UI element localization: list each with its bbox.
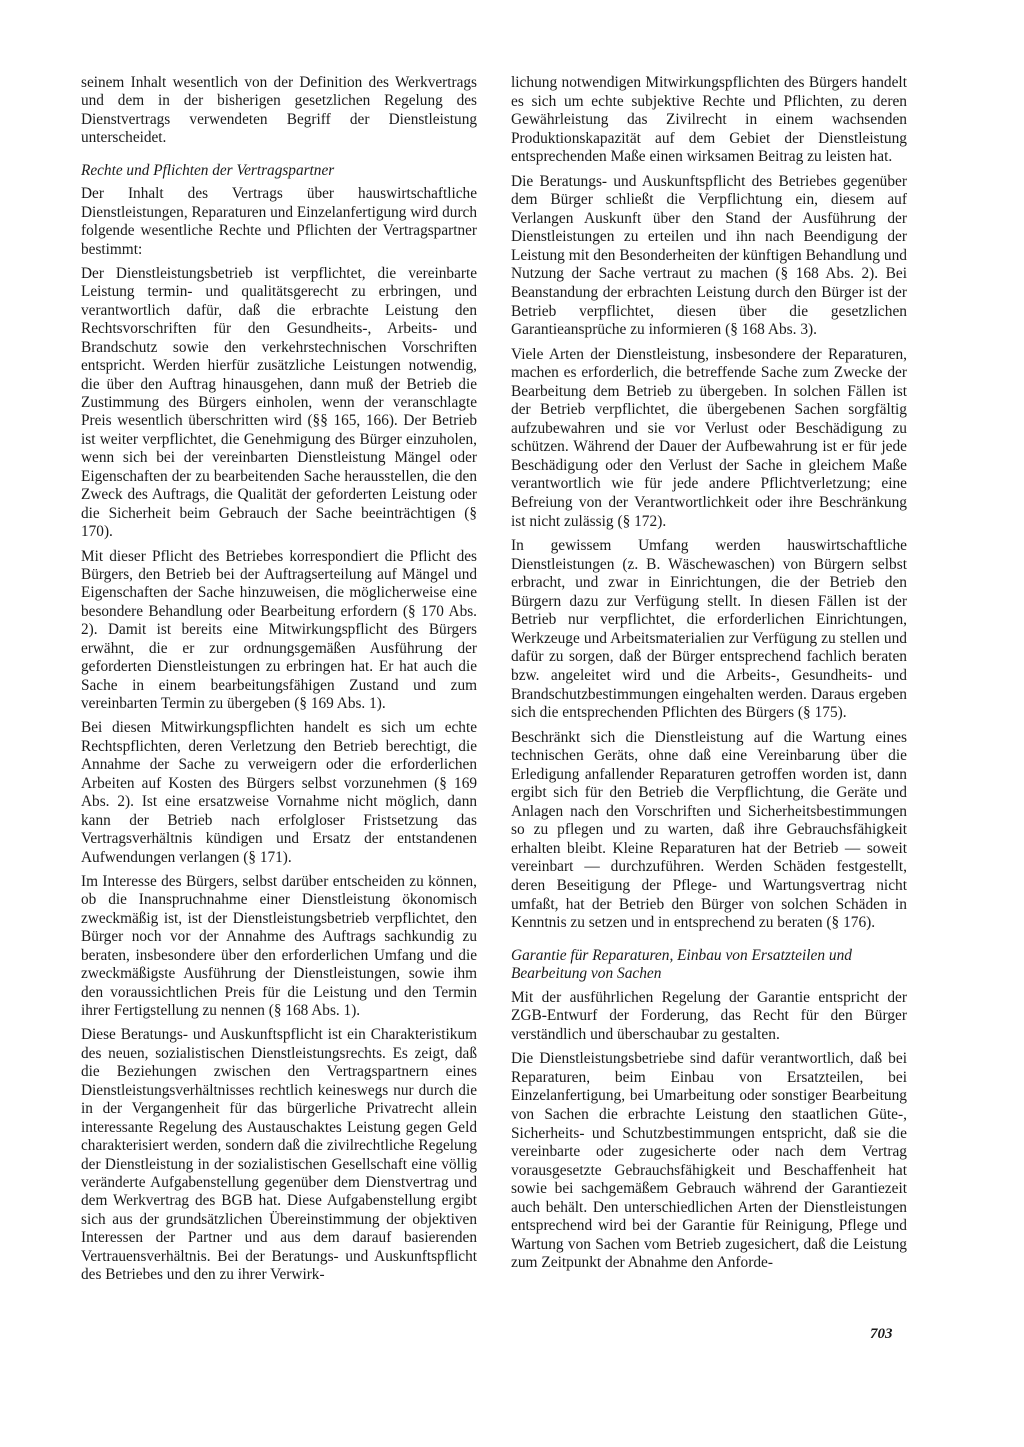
page-number: 703 [870, 1326, 893, 1342]
paragraph: Im Interesse des Bürgers, selbst darüber entscheiden zu können, ob die Inanspruchnahme einer Dienstleistung ökonomisch zweckmäßig ist, ist der Dienstleistungsbetrieb verpflichtet, den Bürger noch vor der Annahme des Auftrags sachkundig zu beraten, insbesondere über den erforderlichen Umfang und die zweckmäßigste Ausführung der Dienstleistungen, sowie ihm den voraussichtlichen Preis für die Leistung und den Termin ihrer Fertigstellung zu nennen (§ 168 Abs. 1). [81, 872, 477, 1019]
paragraph: Der Inhalt des Vertrags über hauswirtschaftliche Dienstleistungen, Reparaturen und Einzelanfertigung wird durch folgende wesentliche Rechte und Pflichten der Vertragspartner bestimmt: [81, 185, 477, 258]
section-heading: Rechte und Pflichten der Vertragspartner [81, 161, 335, 179]
paragraph: In gewissem Umfang werden hauswirtschaftliche Dienstleistungen (z. B. Wäschewaschen) von Bürgern selbst erbracht, und zwar in Einrichtungen, die der Betrieb den Bürgern dazu zur Verfügung stellt. In diesen Fällen ist der Betrieb nur verpflichtet, die erforderlichen Einrichtungen, Werkzeuge und Arbeitsmaterialien zur Verfügung zu stellen und dafür zu sorgen, daß der Bürger entsprechend fachlich beraten bzw. angeleitet wird und die Arbeits-, Gesundheits- und Brandschutzbestimmungen eingehalten werden. Daraus ergeben sich die entsprechenden Pflichten des Bürgers (§ 175). [511, 537, 907, 722]
paragraph: Der Dienstleistungsbetrieb ist verpflichtet, die vereinbarte Leistung termin- und qualitätsgerecht zu erbringen, und verantwortlich dafür, daß die erbrachte Leistung den Rechtsvorschriften für den Gesundheits-, Arbeits- und Brandschutz sowie den verkehrstechnischen Vorschriften entspricht. Werden hierfür zusätzliche Leistungen notwendig, die über den Auftrag hinausgehen, dann muß der Betrieb die Zustimmung des Bürgers einholen, wenn der veranschlagte Preis wesentlich überschritten wird (§§ 165, 166). Der Betrieb ist weiter verpflichtet, die Genehmigung des Bürger einzuholen, wenn sich bei der vereinbarten Dienstleistung Mängel oder Eigenschaften der zu bearbeitenden Sache herausstellen, die den Zweck des Auftrags, die Qualität der geforderten Leistung oder die Sicherheit beim Gebrauch der Sache beeinträchtigen (§ 170). [81, 264, 477, 541]
paragraph: Diese Beratungs- und Auskunftspflicht ist ein Charakteristikum des neuen, sozialistischen Dienstleistungsrechts. Es zeigt, daß die Beziehungen zwischen den Vertragspartnern eines Dienstleistungsverhältnisses rechtlich keineswegs nur durch die in der Vergangenheit für das bürgerliche Privatrecht allein interessante Regelung des Austauschaktes Leistung gegen Geld charakterisiert werden, sondern daß die zivilrechtliche Regelung der Dienstleistung in der sozialistischen Gesellschaft eine völlig veränderte Aufgabenstellung gegenüber dem Dienstvertrag und dem Werkvertrag des BGB hat. Diese Aufgabenstellung ergibt sich aus der grundsätzlichen Übereinstimmung der objektiven Interessen der Partner und aus dem darauf basierenden Vertrauensverhältnis. Bei der Beratungs- und Auskunftspflicht des Betriebes und den zu ihrer Verwirk- [81, 1026, 477, 1284]
paragraph: Mit dieser Pflicht des Betriebes korrespondiert die Pflicht des Bürgers, den Betrieb bei der Auftragserteilung auf Mängel und Eigenschaften der Sache hinzuweisen, die möglicherweise eine besondere Behandlung oder Bearbeitung erfordern (§ 170 Abs. 2). Damit ist bereits eine Mitwirkungspflicht des Bürgers erwähnt, die er zur ordnungsgemäßen Ausführung der geforderten Dienstleistungen zu erbringen hat. Er hat auch die Sache in einem bearbeitungsfähigen Zustand und zum vereinbarten Termin zu übergeben (§ 169 Abs. 1). [81, 547, 477, 712]
paragraph: Viele Arten der Dienstleistung, insbesondere der Reparaturen, machen es erforderlich, die betreffende Sache zum Zwecke der Bearbeitung dem Betrieb zu übergeben. In solchen Fällen ist der Betrieb verpflichtet, die übergebenen Sachen sorgfältig aufzubewahren und sie vor Verlust oder Beschädigung zu schützen. Während der Dauer der Aufbewahrung ist er für jede Beschädigung oder den Verlust der Sache in gleichem Maße verantwortlich wie für jede andere Pflichtverletzung; eine Befreiung von der Verantwortlichkeit oder ihre Beschränkung ist nicht zulässig (§ 172). [511, 345, 907, 530]
right-column [511, 74, 907, 1279]
paragraph: seinem Inhalt wesentlich von der Definition des Werkvertrags und dem in der bisherigen gesetzlichen Regelung des Dienstvertrags verwendeten Begriff der Dienstleistung unterscheidet. [81, 74, 477, 147]
paragraph: Bei diesen Mitwirkungspflichten handelt es sich um echte Rechtspflichten, deren Verletzung den Betrieb berechtigt, die Annahme der Sache zu verweigern oder die erforderlichen Arbeiten auf Kosten des Bürgers selbst vorzunehmen (§ 169 Abs. 2). Ist eine ersatzweise Vornahme nicht möglich, dann kann der Betrieb nach erfolgloser Fristsetzung das Vertragsverhältnis kündigen und Ersatz der entstandenen Aufwendungen verlangen (§ 171). [81, 719, 477, 866]
paragraph: lichung notwendigen Mitwirkungspflichten des Bürgers handelt es sich um echte subjektive Rechte und Pflichten, zu deren Gewährleistung das Zivilrecht in einem wachsenden Produktionskapazität auf dem Gebiet der Dienstleistung entsprechenden Maße einen wirksamen Beitrag zu leisten hat. [511, 74, 907, 166]
paragraph: Mit der ausführlichen Regelung der Garantie entspricht der ZGB-Entwurf der Forderung, das Recht für den Bürger verständlich und überschaubar zu gestalten. [511, 988, 907, 1043]
paragraph: Die Beratungs- und Auskunftspflicht des Betriebes gegenüber dem Bürger schließt die Verpflichtung ein, diesem auf Verlangen Auskunft über den Stand der Ausführung der Dienstleistungen zu erteilen und ihn nach Beendigung der Leistung mit den Besonderheiten der künftigen Behandlung und Nutzung der Sache vertraut zu machen (§ 168 Abs. 2). Bei Beanstandung der erbrachten Leistung durch den Bürger ist der Betrieb verpflichtet, diesen über die gesetzlichen Garantieansprüche zu informieren (§ 168 Abs. 3). [511, 172, 907, 339]
section-heading: Garantie für Reparaturen, Einbau von Ersatzteilen und Bearbeitung von Sachen [511, 946, 852, 983]
paragraph: Die Dienstleistungsbetriebe sind dafür verantwortlich, daß bei Reparaturen, beim Einbau von Ersatzteilen, bei Einzelanfertigung, bei Umarbeitung oder sonstiger Bearbeitung von Sachen die erbrachte Leistung den staatlichen Güte-, Sicherheits- und Schutzbestimmungen entspricht, daß sie die vereinbarte oder zugesicherte oder nach dem Vertrag vorausgesetzte Gebrauchsfähigkeit und Beschaffenheit hat sowie bei sachgemäßem Gebrauch während der Garantiezeit auch behält. Den unterschiedlichen Arten der Dienstleistungen entsprechend wird bei der Garantie für Reinigung, Pflege und Wartung von Sachen vom Betrieb zugesichert, daß die Leistung zum Zeitpunkt der Abnahme den Anforde- [511, 1050, 907, 1272]
paragraph: Beschränkt sich die Dienstleistung auf die Wartung eines technischen Geräts, ohne daß eine Vereinbarung über die Erledigung anfallender Reparaturen getroffen worden ist, dann ergibt sich für den Betrieb die Verpflichtung, die Geräte und Anlagen nach den Vorschriften und Sicherheitsbestimmungen so zu pflegen und zu warten, daß ihre Gebrauchsfähigkeit erhalten bleibt. Kleine Reparaturen hat der Betrieb — soweit vereinbart — durchzuführen. Werden Schäden festgestellt, deren Beseitigung der Pflege- und Wartungsvertrag nicht umfaßt, hat der Betrieb den Bürger von solchen Schäden in Kenntnis zu setzen und in entsprechend zu beraten (§ 176). [511, 728, 907, 932]
left-column [81, 74, 477, 1291]
